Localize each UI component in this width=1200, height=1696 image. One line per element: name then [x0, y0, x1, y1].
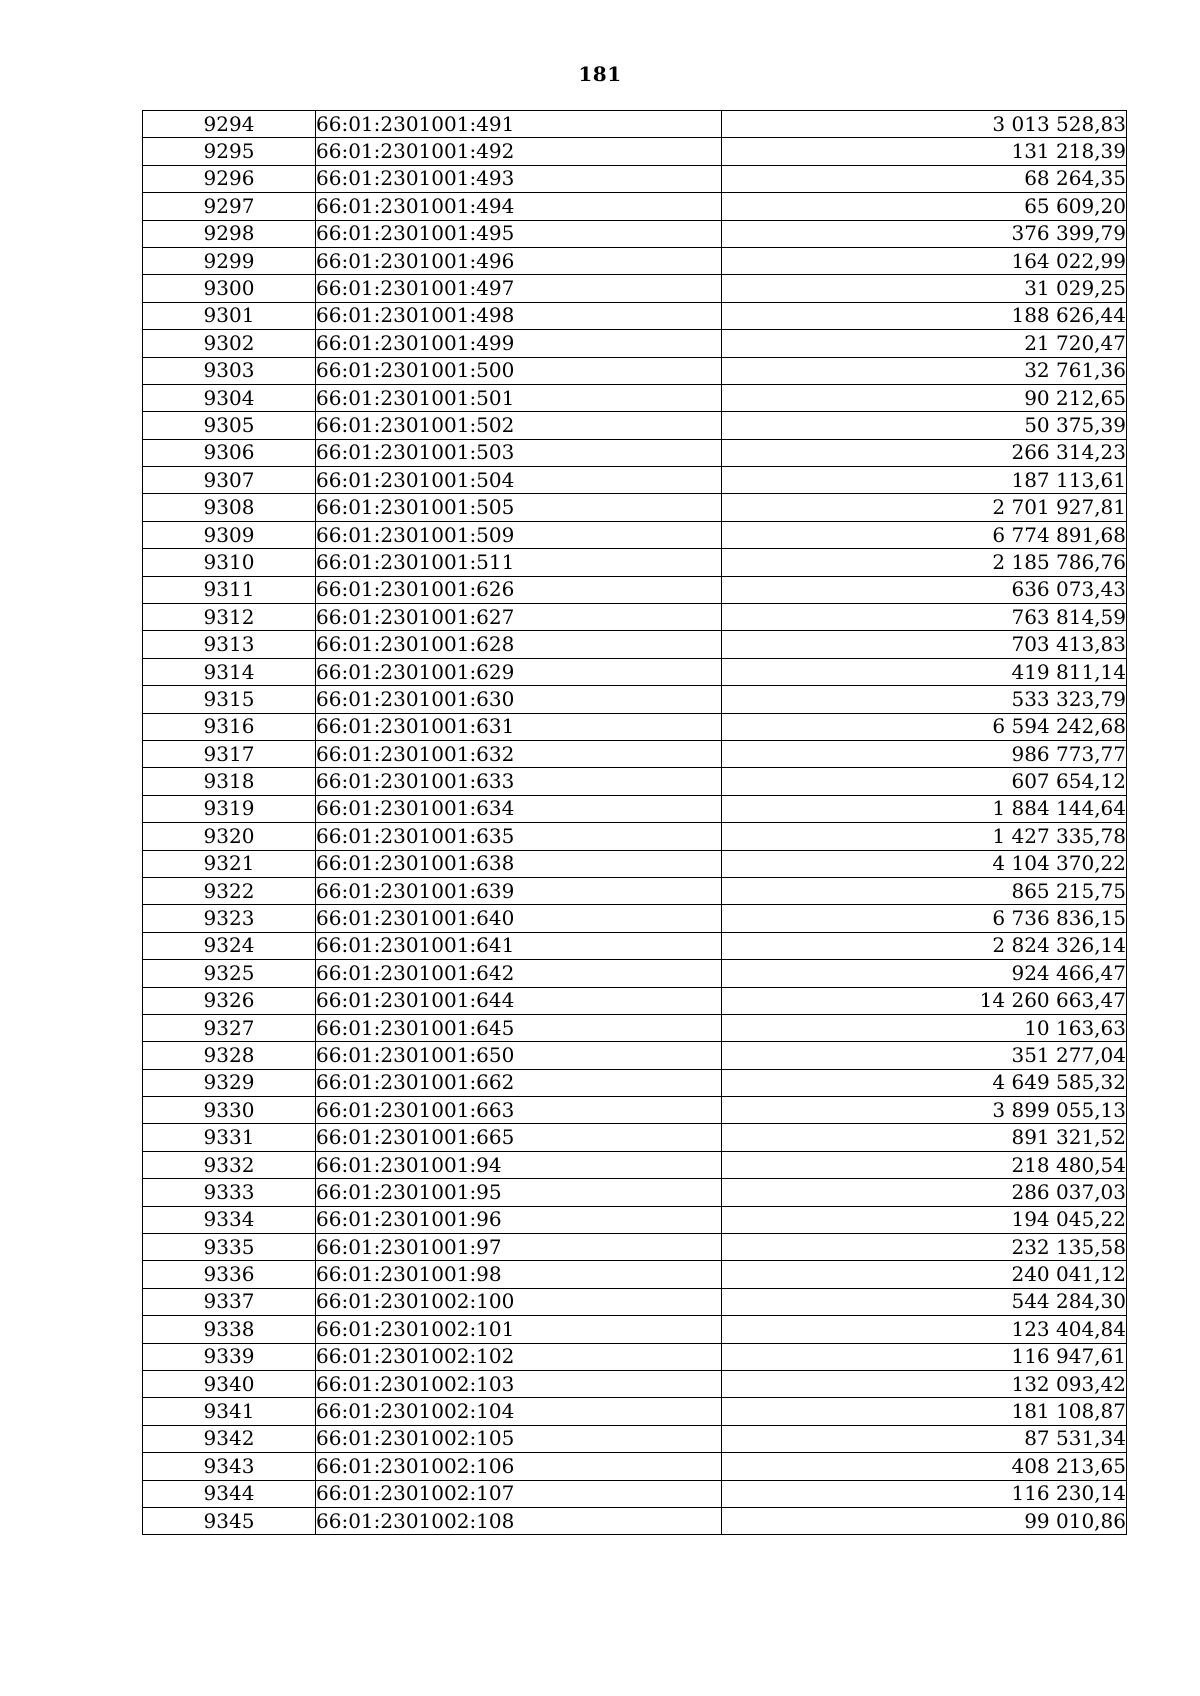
row-number-cell: 9311: [143, 576, 316, 603]
cadastral-number-cell: 66:01:2301001:662: [316, 1069, 722, 1096]
row-number-cell: 9325: [143, 960, 316, 987]
table-row: [143, 1453, 1127, 1480]
row-number-cell: 9297: [143, 193, 316, 220]
table-row: [143, 1042, 1127, 1069]
cadastral-number-cell: 66:01:2301001:634: [316, 795, 722, 822]
table-row: [143, 275, 1127, 302]
cadastral-value-cell: 266 314,23: [722, 439, 1127, 466]
cadastral-value-cell: 10 163,63: [722, 1014, 1127, 1041]
cadastral-value-cell: 6 774 891,68: [722, 521, 1127, 548]
cadastral-value-cell: 544 284,30: [722, 1288, 1127, 1315]
cadastral-number-cell: 66:01:2301002:100: [316, 1288, 722, 1315]
cadastral-number-cell: 66:01:2301001:495: [316, 220, 722, 247]
cadastral-value-cell: 132 093,42: [722, 1370, 1127, 1397]
cadastral-number-cell: 66:01:2301001:96: [316, 1206, 722, 1233]
table-row: [143, 1206, 1127, 1233]
cadastral-number-cell: 66:01:2301001:95: [316, 1179, 722, 1206]
cadastral-value-cell: 31 029,25: [722, 275, 1127, 302]
row-number-cell: 9330: [143, 1097, 316, 1124]
row-number-cell: 9333: [143, 1179, 316, 1206]
cadastral-number-cell: 66:01:2301001:628: [316, 631, 722, 658]
row-number-cell: 9320: [143, 823, 316, 850]
row-number-cell: 9332: [143, 1151, 316, 1178]
row-number-cell: 9338: [143, 1316, 316, 1343]
cadastral-value-cell: 607 654,12: [722, 768, 1127, 795]
cadastral-value-cell: 218 480,54: [722, 1151, 1127, 1178]
table-row: [143, 111, 1127, 138]
row-number-cell: 9317: [143, 740, 316, 767]
row-number-cell: 9331: [143, 1124, 316, 1151]
cadastral-number-cell: 66:01:2301001:665: [316, 1124, 722, 1151]
cadastral-value-cell: 3 013 528,83: [722, 111, 1127, 138]
cadastral-value-cell: 376 399,79: [722, 220, 1127, 247]
table-body: [143, 111, 1127, 1535]
cadastral-value-cell: 286 037,03: [722, 1179, 1127, 1206]
table-row: [143, 247, 1127, 274]
row-number-cell: 9314: [143, 658, 316, 685]
cadastral-number-cell: 66:01:2301002:101: [316, 1316, 722, 1343]
cadastral-number-cell: 66:01:2301001:627: [316, 604, 722, 631]
table-row: [143, 302, 1127, 329]
cadastral-number-cell: 66:01:2301002:104: [316, 1398, 722, 1425]
row-number-cell: 9334: [143, 1206, 316, 1233]
row-number-cell: 9329: [143, 1069, 316, 1096]
row-number-cell: 9340: [143, 1370, 316, 1397]
row-number-cell: 9344: [143, 1480, 316, 1507]
cadastral-number-cell: 66:01:2301002:107: [316, 1480, 722, 1507]
row-number-cell: 9312: [143, 604, 316, 631]
row-number-cell: 9307: [143, 467, 316, 494]
cadastral-number-cell: 66:01:2301001:493: [316, 165, 722, 192]
row-number-cell: 9296: [143, 165, 316, 192]
row-number-cell: 9313: [143, 631, 316, 658]
table-row: [143, 850, 1127, 877]
cadastral-value-cell: 533 323,79: [722, 686, 1127, 713]
cadastral-value-cell: 99 010,86: [722, 1507, 1127, 1534]
row-number-cell: 9326: [143, 987, 316, 1014]
table-row: [143, 905, 1127, 932]
row-number-cell: 9328: [143, 1042, 316, 1069]
table-row: [143, 412, 1127, 439]
row-number-cell: 9315: [143, 686, 316, 713]
cadastral-number-cell: 66:01:2301001:632: [316, 740, 722, 767]
row-number-cell: 9345: [143, 1507, 316, 1534]
table-row: [143, 1398, 1127, 1425]
cadastral-value-cell: 351 277,04: [722, 1042, 1127, 1069]
row-number-cell: 9294: [143, 111, 316, 138]
cadastral-number-cell: 66:01:2301001:509: [316, 521, 722, 548]
cadastral-value-cell: 636 073,43: [722, 576, 1127, 603]
row-number-cell: 9305: [143, 412, 316, 439]
row-number-cell: 9299: [143, 247, 316, 274]
cadastral-number-cell: 66:01:2301001:98: [316, 1261, 722, 1288]
table-row: [143, 467, 1127, 494]
cadastral-number-cell: 66:01:2301001:650: [316, 1042, 722, 1069]
cadastral-value-cell: 14 260 663,47: [722, 987, 1127, 1014]
cadastral-number-cell: 66:01:2301001:500: [316, 357, 722, 384]
row-number-cell: 9323: [143, 905, 316, 932]
table-row: [143, 987, 1127, 1014]
table-row: [143, 165, 1127, 192]
cadastral-number-cell: 66:01:2301001:511: [316, 549, 722, 576]
row-number-cell: 9319: [143, 795, 316, 822]
row-number-cell: 9336: [143, 1261, 316, 1288]
cadastral-number-cell: 66:01:2301002:105: [316, 1425, 722, 1452]
cadastral-value-cell: 891 321,52: [722, 1124, 1127, 1151]
cadastral-value-cell: 4 649 585,32: [722, 1069, 1127, 1096]
table-row: [143, 823, 1127, 850]
cadastral-number-cell: 66:01:2301001:629: [316, 658, 722, 685]
cadastral-value-cell: 924 466,47: [722, 960, 1127, 987]
table-row: [143, 1370, 1127, 1397]
row-number-cell: 9303: [143, 357, 316, 384]
cadastral-value-cell: 116 230,14: [722, 1480, 1127, 1507]
cadastral-number-cell: 66:01:2301001:639: [316, 877, 722, 904]
cadastral-value-cell: 87 531,34: [722, 1425, 1127, 1452]
cadastral-number-cell: 66:01:2301001:494: [316, 193, 722, 220]
cadastral-value-cell: 1 427 335,78: [722, 823, 1127, 850]
cadastral-number-cell: 66:01:2301001:626: [316, 576, 722, 603]
row-number-cell: 9316: [143, 713, 316, 740]
table-row: [143, 686, 1127, 713]
cadastral-value-cell: 232 135,58: [722, 1234, 1127, 1261]
row-number-cell: 9335: [143, 1234, 316, 1261]
table-row: [143, 330, 1127, 357]
cadastral-number-cell: 66:01:2301001:94: [316, 1151, 722, 1178]
cadastral-value-cell: 123 404,84: [722, 1316, 1127, 1343]
page-number: 181: [578, 62, 622, 86]
row-number-cell: 9302: [143, 330, 316, 357]
cadastral-number-cell: 66:01:2301001:497: [316, 275, 722, 302]
row-number-cell: 9300: [143, 275, 316, 302]
cadastral-number-cell: 66:01:2301002:103: [316, 1370, 722, 1397]
cadastral-value-cell: 2 824 326,14: [722, 932, 1127, 959]
cadastral-number-cell: 66:01:2301002:102: [316, 1343, 722, 1370]
cadastral-number-cell: 66:01:2301001:633: [316, 768, 722, 795]
cadastral-value-cell: 408 213,65: [722, 1453, 1127, 1480]
row-number-cell: 9309: [143, 521, 316, 548]
cadastral-number-cell: 66:01:2301001:645: [316, 1014, 722, 1041]
table-row: [143, 1151, 1127, 1178]
row-number-cell: 9324: [143, 932, 316, 959]
table-row: [143, 220, 1127, 247]
table-row: [143, 193, 1127, 220]
table-row: [143, 439, 1127, 466]
cadastral-value-cell: 32 761,36: [722, 357, 1127, 384]
cadastral-value-cell: 181 108,87: [722, 1398, 1127, 1425]
table-row: [143, 1014, 1127, 1041]
table-row: [143, 960, 1127, 987]
table-row: [143, 357, 1127, 384]
cadastral-number-cell: 66:01:2301001:503: [316, 439, 722, 466]
cadastral-number-cell: 66:01:2301001:631: [316, 713, 722, 740]
row-number-cell: 9295: [143, 138, 316, 165]
cadastral-value-cell: 2 185 786,76: [722, 549, 1127, 576]
cadastral-number-cell: 66:01:2301001:504: [316, 467, 722, 494]
cadastral-number-cell: 66:01:2301002:106: [316, 1453, 722, 1480]
cadastral-value-cell: 65 609,20: [722, 193, 1127, 220]
row-number-cell: 9304: [143, 384, 316, 411]
cadastral-number-cell: 66:01:2301002:108: [316, 1507, 722, 1534]
table-row: [143, 521, 1127, 548]
row-number-cell: 9321: [143, 850, 316, 877]
cadastral-number-cell: 66:01:2301001:502: [316, 412, 722, 439]
row-number-cell: 9318: [143, 768, 316, 795]
cadastral-value-cell: 3 899 055,13: [722, 1097, 1127, 1124]
table-row: [143, 604, 1127, 631]
cadastral-number-cell: 66:01:2301001:638: [316, 850, 722, 877]
cadastral-value-cell: 986 773,77: [722, 740, 1127, 767]
table-row: [143, 1097, 1127, 1124]
row-number-cell: 9337: [143, 1288, 316, 1315]
row-number-cell: 9298: [143, 220, 316, 247]
row-number-cell: 9310: [143, 549, 316, 576]
cadastral-number-cell: 66:01:2301001:491: [316, 111, 722, 138]
table-row: [143, 1124, 1127, 1151]
table-row: [143, 1507, 1127, 1534]
cadastral-value-cell: 763 814,59: [722, 604, 1127, 631]
cadastral-number-cell: 66:01:2301001:498: [316, 302, 722, 329]
table-row: [143, 768, 1127, 795]
cadastral-value-cell: 194 045,22: [722, 1206, 1127, 1233]
row-number-cell: 9327: [143, 1014, 316, 1041]
cadastral-number-cell: 66:01:2301001:640: [316, 905, 722, 932]
table-row: [143, 1343, 1127, 1370]
cadastral-number-cell: 66:01:2301001:663: [316, 1097, 722, 1124]
row-number-cell: 9343: [143, 1453, 316, 1480]
cadastral-value-cell: 188 626,44: [722, 302, 1127, 329]
cadastral-value-cell: 116 947,61: [722, 1343, 1127, 1370]
table-row: [143, 658, 1127, 685]
table-row: [143, 494, 1127, 521]
cadastral-value-table: [142, 110, 1127, 1535]
cadastral-value-cell: 6 594 242,68: [722, 713, 1127, 740]
table-row: [143, 1480, 1127, 1507]
cadastral-number-cell: 66:01:2301001:630: [316, 686, 722, 713]
table-row: [143, 138, 1127, 165]
cadastral-value-cell: 240 041,12: [722, 1261, 1127, 1288]
cadastral-number-cell: 66:01:2301001:642: [316, 960, 722, 987]
cadastral-value-cell: 50 375,39: [722, 412, 1127, 439]
row-number-cell: 9322: [143, 877, 316, 904]
table-row: [143, 713, 1127, 740]
cadastral-number-cell: 66:01:2301001:641: [316, 932, 722, 959]
table-row: [143, 932, 1127, 959]
table-row: [143, 1179, 1127, 1206]
table-row: [143, 1425, 1127, 1452]
table-row: [143, 877, 1127, 904]
cadastral-value-cell: 21 720,47: [722, 330, 1127, 357]
cadastral-number-cell: 66:01:2301001:644: [316, 987, 722, 1014]
table-row: [143, 549, 1127, 576]
cadastral-number-cell: 66:01:2301001:97: [316, 1234, 722, 1261]
table-row: [143, 1288, 1127, 1315]
row-number-cell: 9342: [143, 1425, 316, 1452]
row-number-cell: 9339: [143, 1343, 316, 1370]
table-row: [143, 1069, 1127, 1096]
cadastral-value-cell: 703 413,83: [722, 631, 1127, 658]
row-number-cell: 9306: [143, 439, 316, 466]
row-number-cell: 9308: [143, 494, 316, 521]
cadastral-value-cell: 1 884 144,64: [722, 795, 1127, 822]
cadastral-number-cell: 66:01:2301001:505: [316, 494, 722, 521]
cadastral-value-cell: 187 113,61: [722, 467, 1127, 494]
cadastral-value-cell: 419 811,14: [722, 658, 1127, 685]
row-number-cell: 9301: [143, 302, 316, 329]
cadastral-value-cell: 164 022,99: [722, 247, 1127, 274]
cadastral-value-cell: 865 215,75: [722, 877, 1127, 904]
table-row: [143, 1261, 1127, 1288]
cadastral-value-cell: 6 736 836,15: [722, 905, 1127, 932]
cadastral-value-cell: 4 104 370,22: [722, 850, 1127, 877]
cadastral-number-cell: 66:01:2301001:635: [316, 823, 722, 850]
cadastral-number-cell: 66:01:2301001:501: [316, 384, 722, 411]
cadastral-number-cell: 66:01:2301001:499: [316, 330, 722, 357]
table-row: [143, 631, 1127, 658]
cadastral-value-cell: 131 218,39: [722, 138, 1127, 165]
cadastral-number-cell: 66:01:2301001:492: [316, 138, 722, 165]
table-row: [143, 1234, 1127, 1261]
row-number-cell: 9341: [143, 1398, 316, 1425]
cadastral-value-cell: 2 701 927,81: [722, 494, 1127, 521]
cadastral-value-cell: 90 212,65: [722, 384, 1127, 411]
table-row: [143, 740, 1127, 767]
table-row: [143, 1316, 1127, 1343]
cadastral-number-cell: 66:01:2301001:496: [316, 247, 722, 274]
cadastral-value-cell: 68 264,35: [722, 165, 1127, 192]
table-row: [143, 576, 1127, 603]
table-row: [143, 384, 1127, 411]
table-row: [143, 795, 1127, 822]
